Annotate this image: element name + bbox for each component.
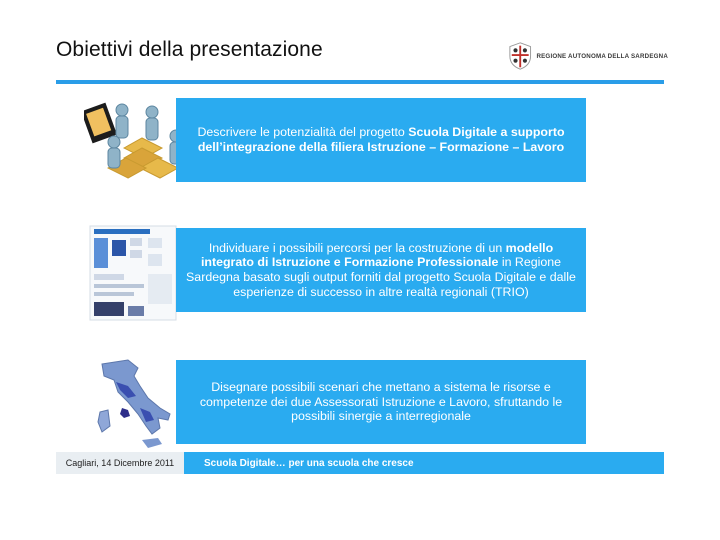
logo-text: REGIONE AUTONOMA DELLA SARDEGNA: [536, 52, 668, 60]
footer-date: Cagliari, 14 Dicembre 2011: [56, 452, 184, 474]
document-flowchart-icon: [88, 224, 178, 322]
page-title: Obiettivi della presentazione: [56, 38, 323, 61]
objective-text-3: Disegnare possibili scenari che mettano a sistema le risorse e competenze dei due Assessorati Istruzione e Lavoro, sfruttando le possibili sinergie a interregionale: [199, 380, 563, 424]
objective-panel-1: [176, 98, 586, 182]
objective-text-1: Descrivere le potenzialità del progetto Scuola Digitale a supporto dell’integrazione della filiera Istruzione – Formazione – Lavoro: [197, 125, 565, 154]
objective-panel-3: [176, 360, 586, 444]
footer-tagline: Scuola Digitale… per una scuola che cresce: [204, 457, 414, 469]
region-logo: [508, 40, 668, 72]
crest-icon: [508, 41, 532, 71]
header-rule: [56, 80, 664, 84]
objective-text-2: Individuare i possibili percorsi per la costruzione di un modello integrato di Istruzione e Formazione Professionale in Regione Sardegna basato sugli output forniti dal progetto Scuola Digitale e dalle esperienze di successo in altre realtà regionali (TRIO): [186, 240, 576, 299]
objective-panel-2: [176, 228, 586, 312]
italy-map-icon: [88, 356, 184, 456]
